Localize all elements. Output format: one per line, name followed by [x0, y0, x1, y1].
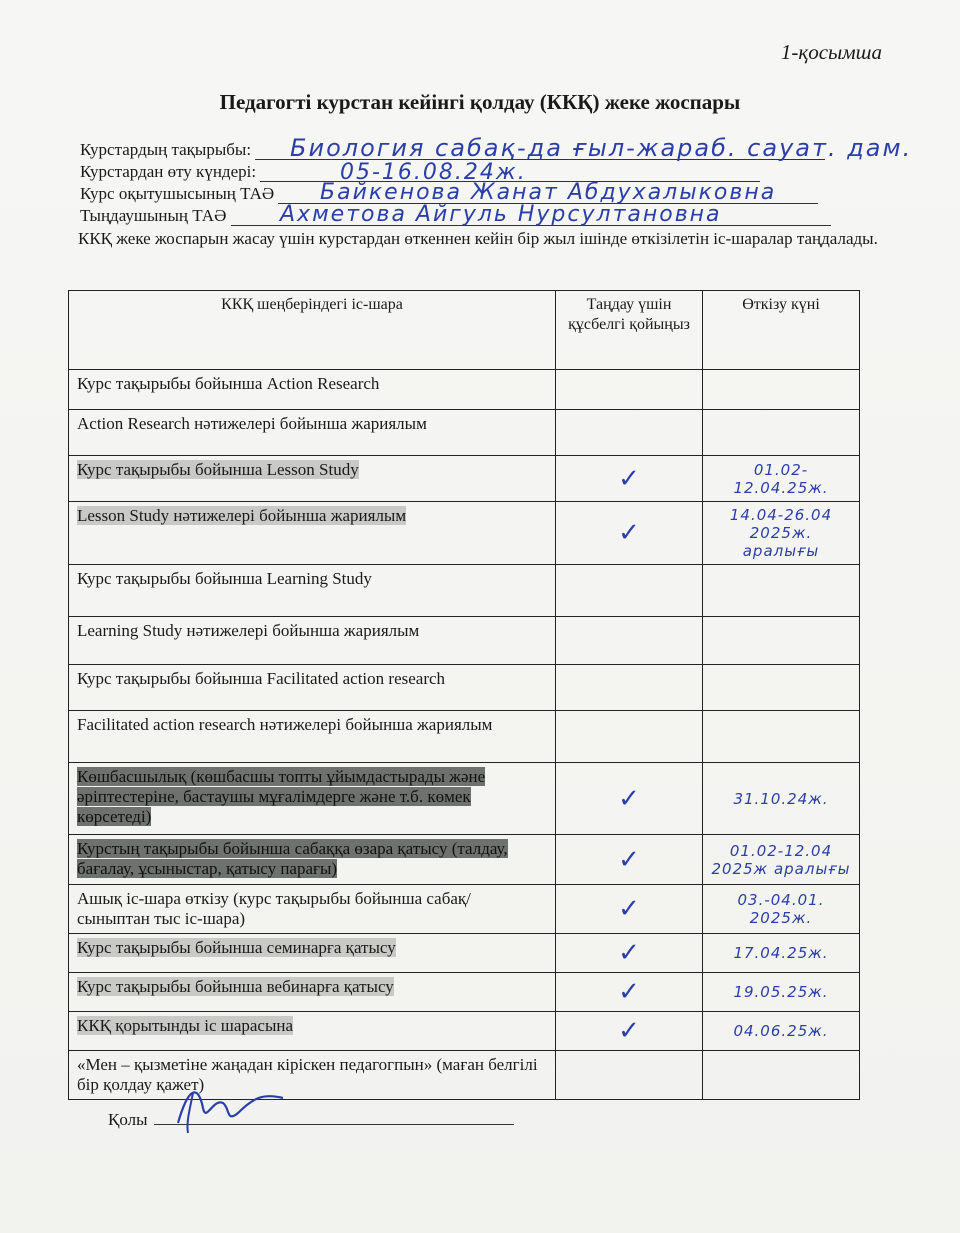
row-date: 01.02-12.04 2025ж аралығы	[703, 835, 860, 885]
row-date: 14.04-26.04 2025ж. аралығы	[703, 502, 860, 565]
row-activity	[69, 502, 556, 565]
row-checkmark: ✓	[556, 1012, 703, 1051]
field-label: Курстардан өту күндері:	[80, 162, 257, 181]
row-checkmark	[556, 1051, 703, 1100]
table-row	[69, 370, 860, 410]
row-date	[703, 410, 860, 456]
document-title: Педагогті курстан кейінгі қолдау (ККҚ) жеке жоспары	[219, 90, 741, 114]
activity-text: Курс тақырыбы бойынша Lesson Study	[77, 460, 359, 479]
header-date: Өткізу күні	[703, 291, 860, 370]
field-value-instructor-name: Байкенова Жанат Абдухалыковна	[320, 180, 777, 205]
row-date: 19.05.25ж.	[703, 973, 860, 1012]
activity-text: Курс тақырыбы бойынша семинарға қатысу	[77, 938, 396, 957]
row-activity	[69, 934, 556, 973]
table-row	[69, 711, 860, 763]
row-checkmark	[556, 617, 703, 665]
field-value-listener-name: Ахметова Айгуль Нурсултановна	[280, 202, 722, 227]
header-select: Таңдау үшін құсбелгі қойыңыз	[556, 291, 703, 370]
activity-text: Көшбасшылық (көшбасшы топты ұйымдастырады және әріптестеріне, бастаушы мұғалімдерге және т.б. көмек көрсетеді)	[77, 767, 486, 826]
field-label: Курс оқытушысының ТАӘ	[80, 184, 275, 203]
table-body	[69, 370, 860, 1100]
table-row	[69, 1012, 860, 1051]
row-checkmark	[556, 565, 703, 617]
activity-text: Facilitated action research нәтижелері бойынша жариялым	[77, 715, 493, 734]
field-label: Тыңдаушының ТАӘ	[80, 206, 227, 225]
row-date	[703, 565, 860, 617]
row-activity	[69, 973, 556, 1012]
row-date	[703, 1051, 860, 1100]
signature-label: Қолы	[108, 1110, 148, 1129]
signature-mark	[168, 1078, 298, 1138]
table-row	[69, 502, 860, 565]
row-checkmark: ✓	[556, 502, 703, 565]
row-checkmark: ✓	[556, 763, 703, 835]
activity-text: Ашық іс-шара өткізу (курс тақырыбы бойынша сабақ/ сыныптан тыс іс-шара)	[77, 889, 471, 928]
row-checkmark	[556, 410, 703, 456]
row-date: 03.-04.01. 2025ж.	[703, 885, 860, 934]
row-date: 04.06.25ж.	[703, 1012, 860, 1051]
activity-text: Action Research нәтижелері бойынша жариялым	[77, 414, 427, 433]
row-checkmark: ✓	[556, 456, 703, 502]
header-activity: ККҚ шеңберіндегі іс-шара	[69, 291, 556, 370]
table-row	[69, 617, 860, 665]
row-checkmark	[556, 370, 703, 410]
row-checkmark: ✓	[556, 835, 703, 885]
row-date: 17.04.25ж.	[703, 934, 860, 973]
activity-text: Learning Study нәтижелері бойынша жариялым	[77, 621, 420, 640]
field-value-course-dates: 05-16.08.24ж.	[340, 160, 527, 185]
row-activity	[69, 370, 556, 410]
row-date	[703, 370, 860, 410]
appendix-label: 1-қосымша	[780, 40, 882, 64]
table-row	[69, 885, 860, 934]
row-date: 31.10.24ж.	[703, 763, 860, 835]
row-date	[703, 711, 860, 763]
row-date	[703, 665, 860, 711]
field-label: Курстардың тақырыбы:	[80, 140, 252, 159]
table-header-row	[69, 291, 860, 370]
table-row	[69, 665, 860, 711]
row-date: 01.02-12.04.25ж.	[703, 456, 860, 502]
row-checkmark	[556, 711, 703, 763]
row-activity	[69, 885, 556, 934]
row-activity	[69, 456, 556, 502]
row-activity	[69, 1012, 556, 1051]
row-checkmark: ✓	[556, 934, 703, 973]
row-activity	[69, 665, 556, 711]
row-checkmark: ✓	[556, 973, 703, 1012]
activity-text: Курстың тақырыбы бойынша сабаққа өзара қатысу (талдау, бағалау, ұсыныстар, қатысу парағы)	[77, 839, 508, 878]
activity-text: Курс тақырыбы бойынша Action Research	[77, 374, 380, 393]
activity-text: Курс тақырыбы бойынша вебинарға қатысу	[77, 977, 394, 996]
activity-text: ККҚ қорытынды іс шарасына	[77, 1016, 294, 1035]
row-checkmark: ✓	[556, 885, 703, 934]
activity-text: Lesson Study нәтижелері бойынша жариялым	[77, 506, 407, 525]
row-activity	[69, 835, 556, 885]
activity-text: Курс тақырыбы бойынша Facilitated action research	[77, 669, 446, 688]
instruction-text: ККҚ жеке жоспарын жасау үшін курстардан өткеннен кейін бір жыл ішінде өткізілетін іс-шаралар таңдалады.	[78, 229, 878, 248]
table-row	[69, 934, 860, 973]
row-activity	[69, 617, 556, 665]
row-activity	[69, 1051, 556, 1100]
row-activity	[69, 410, 556, 456]
row-activity	[69, 763, 556, 835]
row-activity	[69, 711, 556, 763]
table-row	[69, 410, 860, 456]
activity-text: «Мен – қызметіне жаңадан кіріскен педагогпын» (маған белгілі бір қолдау қажет)	[77, 1055, 538, 1094]
activity-plan-table	[68, 290, 860, 1100]
table-row	[69, 456, 860, 502]
row-date	[703, 617, 860, 665]
table-row	[69, 565, 860, 617]
row-checkmark	[556, 665, 703, 711]
activity-text: Курс тақырыбы бойынша Learning Study	[77, 569, 372, 588]
table-row	[69, 763, 860, 835]
field-value-course-topic: Биология сабақ-да ғыл-жараб. сауат. дам.	[290, 134, 913, 162]
table-row	[69, 835, 860, 885]
row-activity	[69, 565, 556, 617]
table-row	[69, 973, 860, 1012]
